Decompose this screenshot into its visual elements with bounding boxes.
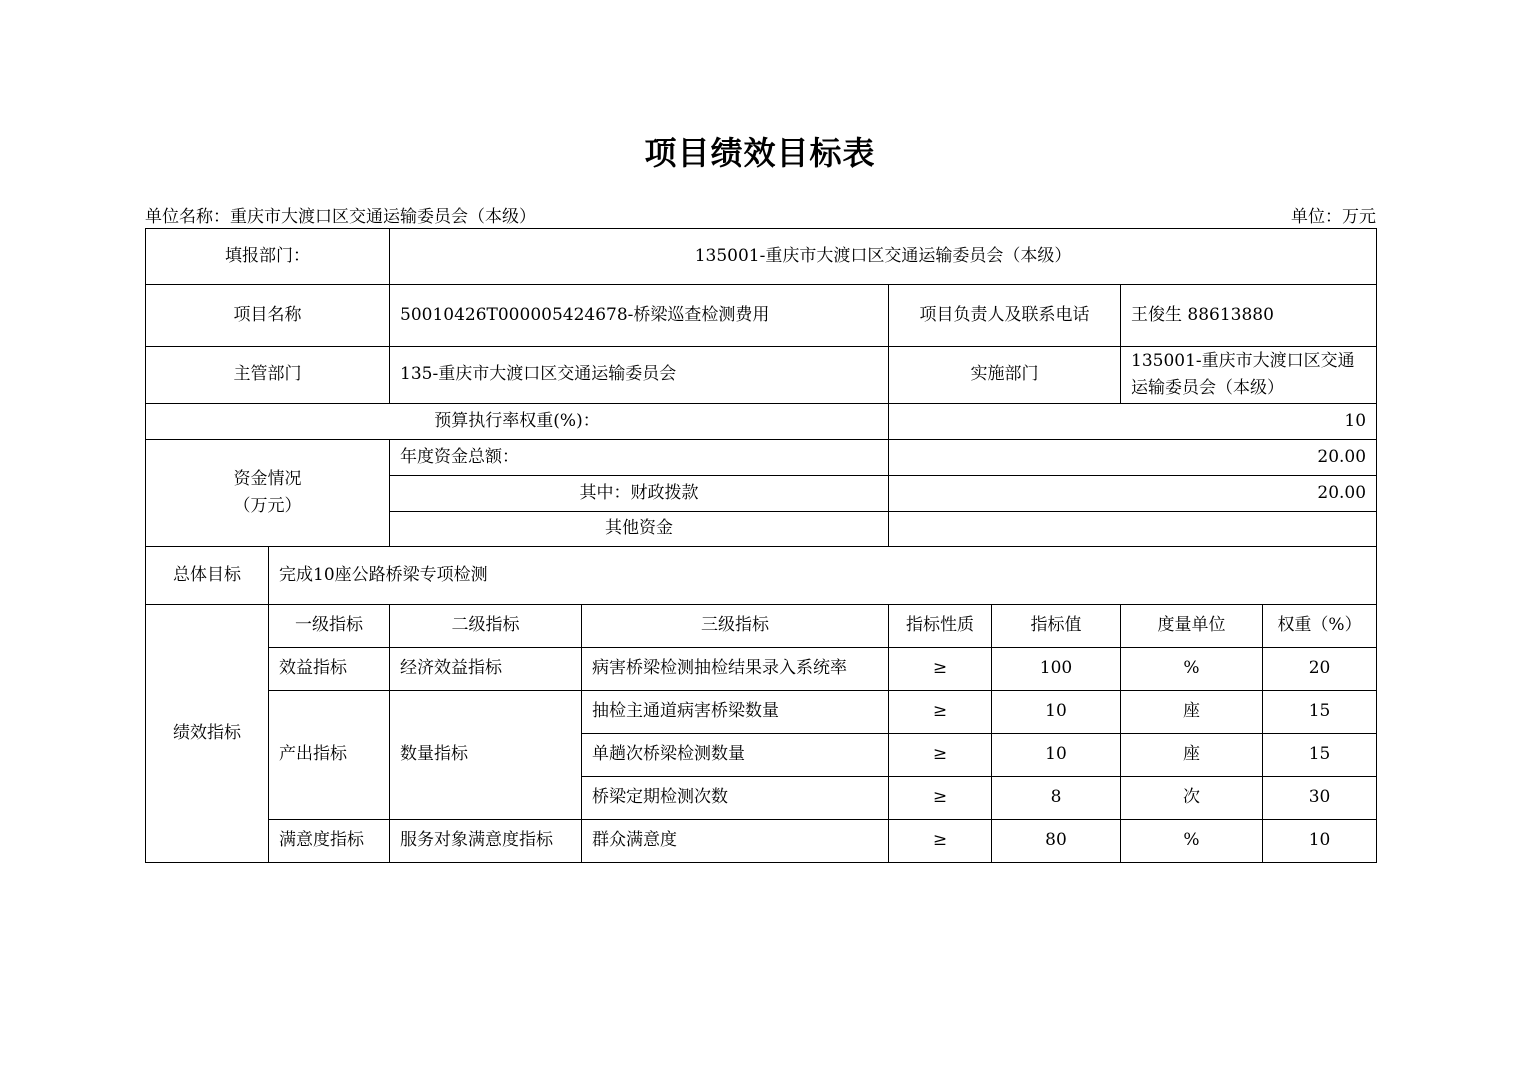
goal-value: 完成10座公路桥梁专项检测 — [269, 547, 1377, 605]
table-row — [146, 347, 1377, 404]
budget-rate-label: 预算执行率权重(%)： — [146, 404, 889, 440]
table-row — [146, 404, 1377, 440]
supervisor-value: 135-重庆市大渡口区交通运输委员会 — [390, 347, 889, 404]
table-row — [146, 229, 1377, 285]
dept-label: 填报部门： — [146, 229, 390, 285]
header-level3: 三级指标 — [582, 605, 889, 648]
header-weight: 权重（%） — [1263, 605, 1377, 648]
other-value — [889, 512, 1377, 547]
annual-label: 年度资金总额： — [390, 440, 889, 476]
header-unit: 度量单位 — [1121, 605, 1263, 648]
level1-cell: 满意度指标 — [269, 820, 390, 863]
funds-label-line2: （万元） — [233, 496, 302, 516]
level3-cell: 群众满意度 — [582, 820, 889, 863]
unit-cell: % — [1121, 648, 1263, 691]
weight-cell: 20 — [1263, 648, 1377, 691]
impl-value: 135001-重庆市大渡口区交通运输委员会（本级） — [1121, 347, 1377, 404]
level3-cell: 抽检主通道病害桥梁数量 — [582, 691, 889, 734]
table-row — [146, 285, 1377, 347]
project-value: 50010426T000005424678-桥梁巡查检测费用 — [390, 285, 889, 347]
weight-cell: 15 — [1263, 734, 1377, 777]
contact-label: 项目负责人及联系电话 — [889, 285, 1121, 347]
table-row — [146, 440, 1377, 476]
page-title: 项目绩效目标表 — [644, 134, 876, 172]
unit-cell: 座 — [1121, 734, 1263, 777]
level3-cell: 病害桥梁检测抽检结果录入系统率 — [582, 648, 889, 691]
contact-value: 王俊生 88613880 — [1121, 285, 1377, 347]
header-nature: 指标性质 — [889, 605, 992, 648]
header-level1: 一级指标 — [269, 605, 390, 648]
level1-cell: 效益指标 — [269, 648, 390, 691]
impl-label: 实施部门 — [889, 347, 1121, 404]
weight-cell: 30 — [1263, 777, 1377, 820]
unit-label: 单位：万元 — [1291, 207, 1376, 227]
level2-cell: 数量指标 — [390, 691, 582, 820]
header-value: 指标值 — [992, 605, 1121, 648]
level3-cell: 单趟次桥梁检测数量 — [582, 734, 889, 777]
other-label: 其他资金 — [390, 512, 889, 547]
weight-cell: 10 — [1263, 820, 1377, 863]
level2-cell: 服务对象满意度指标 — [390, 820, 582, 863]
unit-name: 单位名称：重庆市大渡口区交通运输委员会（本级） — [145, 207, 536, 227]
fiscal-value: 20.00 — [889, 476, 1377, 512]
performance-goal-table — [145, 228, 1377, 863]
value-cell: 100 — [992, 648, 1121, 691]
annual-value: 20.00 — [889, 440, 1377, 476]
value-cell: 80 — [992, 820, 1121, 863]
value-cell: 10 — [992, 734, 1121, 777]
level2-cell: 经济效益指标 — [390, 648, 582, 691]
dept-value: 135001-重庆市大渡口区交通运输委员会（本级） — [390, 229, 1377, 285]
nature-cell: ≥ — [889, 734, 992, 777]
weight-cell: 15 — [1263, 691, 1377, 734]
goal-label: 总体目标 — [146, 547, 269, 605]
nature-cell: ≥ — [889, 820, 992, 863]
level1-cell: 产出指标 — [269, 691, 390, 820]
value-cell: 10 — [992, 691, 1121, 734]
unit-cell: 次 — [1121, 777, 1263, 820]
nature-cell: ≥ — [889, 691, 992, 734]
table-row — [146, 605, 1377, 648]
project-label: 项目名称 — [146, 285, 390, 347]
unit-cell: % — [1121, 820, 1263, 863]
supervisor-label: 主管部门 — [146, 347, 390, 404]
indicators-label: 绩效指标 — [146, 605, 269, 863]
table-row — [146, 820, 1377, 863]
budget-rate-value: 10 — [889, 404, 1377, 440]
unit-cell: 座 — [1121, 691, 1263, 734]
fiscal-label: 其中：财政拨款 — [390, 476, 889, 512]
value-cell: 8 — [992, 777, 1121, 820]
nature-cell: ≥ — [889, 777, 992, 820]
level3-cell: 桥梁定期检测次数 — [582, 777, 889, 820]
table-row — [146, 648, 1377, 691]
nature-cell: ≥ — [889, 648, 992, 691]
table-row — [146, 691, 1377, 734]
table-row — [146, 547, 1377, 605]
funds-label — [146, 440, 390, 547]
funds-label-line1: 资金情况 — [233, 468, 302, 489]
header-level2: 二级指标 — [390, 605, 582, 648]
